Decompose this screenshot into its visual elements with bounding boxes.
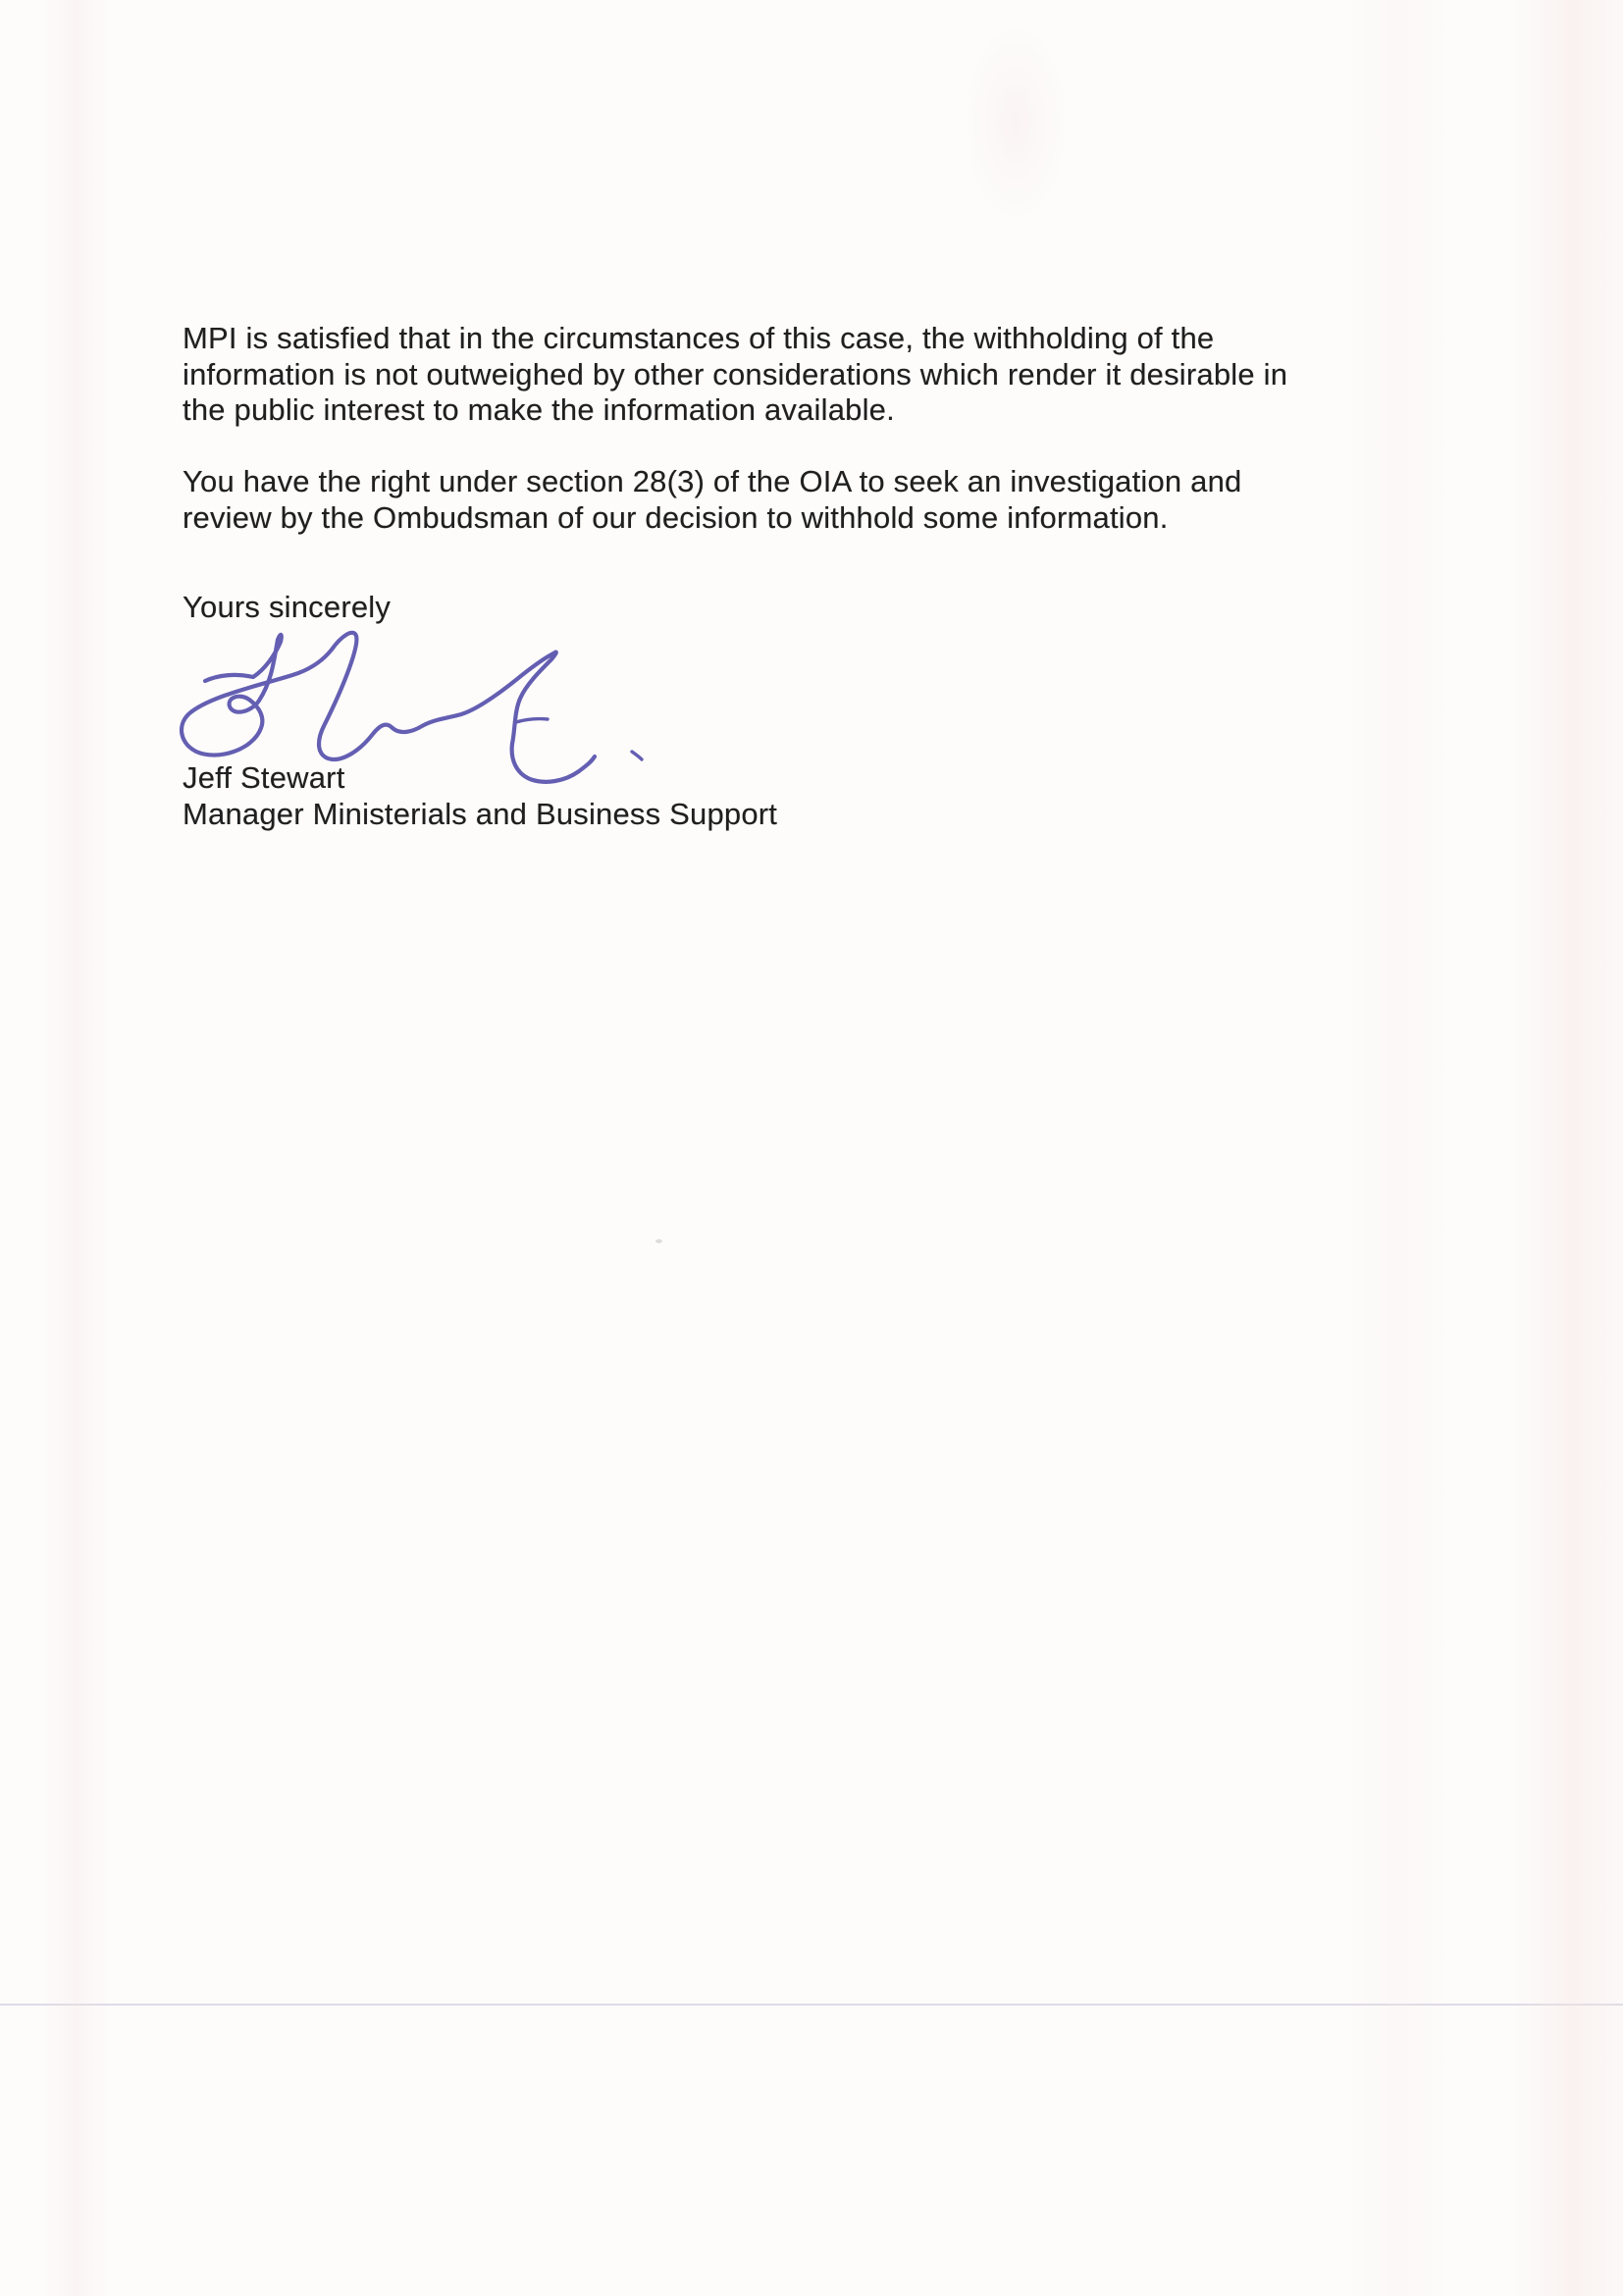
scan-artifact-line [0, 2004, 1623, 2006]
body-line: You have the right under section 28(3) of the OIA to seek an investigation and [183, 464, 1242, 498]
body-line: the public interest to make the information available. [183, 392, 895, 427]
scan-artifact-band-right [1511, 0, 1623, 2296]
body-paragraph-2 [183, 464, 1242, 536]
body-line: review by the Ombudsman of our decision to withhold some information. [183, 499, 1169, 535]
signatory-name: Jeff Stewart [183, 760, 345, 795]
body-line: MPI is satisfied that in the circumstances of this case, the withholding of the [183, 321, 1215, 355]
scan-artifact-speck [655, 1239, 662, 1243]
closing-text: Yours sincerely [183, 590, 392, 624]
body-paragraph-1 [183, 321, 1287, 429]
scan-artifact-smudge [962, 20, 1070, 226]
scan-artifact-band-left [41, 0, 110, 2296]
closing-salutation [183, 590, 391, 626]
signatory-title: Manager Ministerials and Business Support [183, 797, 778, 831]
body-line: information is not outweighed by other considerations which render it desirable in [183, 356, 1288, 391]
signatory-block [183, 759, 777, 832]
scan-artifact-band-right-inner [1344, 0, 1452, 2296]
